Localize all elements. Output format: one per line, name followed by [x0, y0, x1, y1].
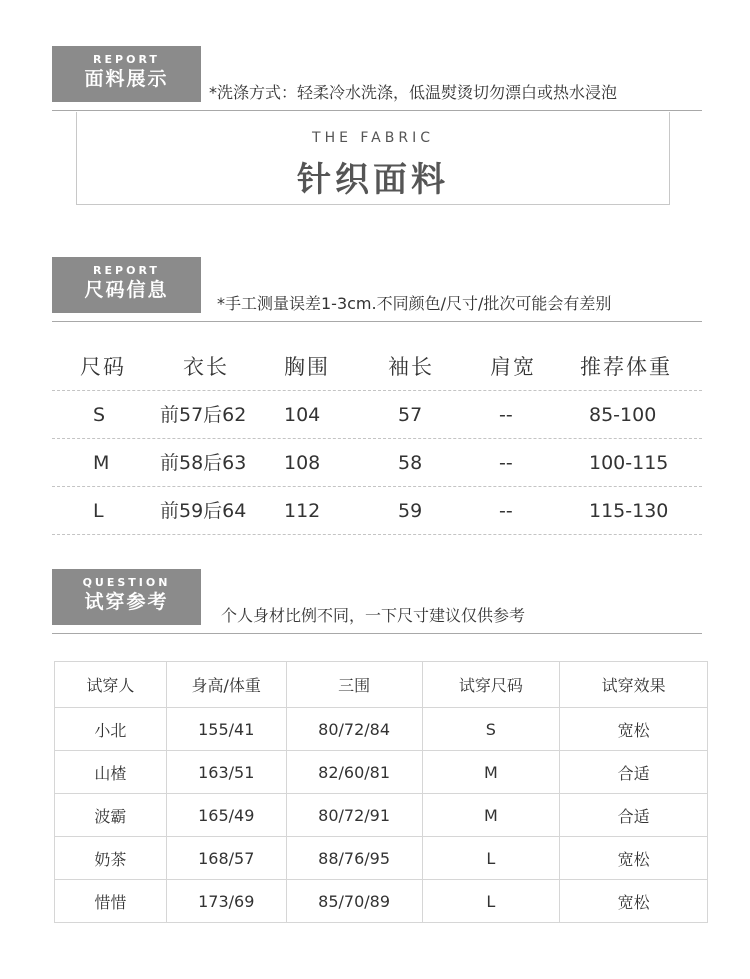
trial-cell: 88/76/95: [286, 837, 422, 880]
size-table-header: [52, 343, 702, 391]
size-divider: [52, 321, 702, 322]
size-row: [52, 487, 702, 535]
size-cell: 100-115: [589, 452, 669, 474]
size-header-weight: 推荐体重: [580, 355, 672, 379]
trial-cell: 80/72/84: [286, 708, 422, 751]
size-cell: L: [93, 500, 104, 522]
trial-table-header: [55, 662, 708, 708]
trial-cell: 82/60/81: [286, 751, 422, 794]
size-header-chest: 胸围: [284, 355, 330, 379]
size-cell: S: [93, 404, 106, 426]
trial-tag-cn: 试穿参考: [84, 591, 169, 613]
trial-cell: 85/70/89: [286, 880, 422, 923]
trial-cell: 宽松: [560, 837, 708, 880]
trial-cell: 宽松: [560, 708, 708, 751]
trial-header-fit: 试穿效果: [560, 662, 708, 708]
trial-cell: M: [422, 794, 560, 837]
trial-section-tag: [52, 569, 201, 625]
trial-cell: S: [422, 708, 560, 751]
trial-cell: 小北: [55, 708, 167, 751]
trial-cell: 宽松: [560, 880, 708, 923]
trial-cell: 波霸: [55, 794, 167, 837]
fabric-section-tag: [52, 46, 201, 102]
size-header-length: 衣长: [183, 355, 229, 379]
size-cell: 前59后64: [160, 500, 247, 522]
size-cell: M: [93, 452, 110, 474]
size-tag-cn: 尺码信息: [84, 279, 169, 301]
trial-row: [55, 751, 708, 794]
trial-cell: L: [422, 837, 560, 880]
trial-cell: L: [422, 880, 560, 923]
size-cell: 115-130: [589, 500, 669, 522]
trial-cell: 80/72/91: [286, 794, 422, 837]
fabric-tag-cn: 面料展示: [84, 68, 169, 90]
size-header-size: 尺码: [80, 355, 126, 379]
size-cell: 58: [398, 452, 423, 474]
trial-cell: 惜惜: [55, 880, 167, 923]
size-tag-en: REPORT: [93, 264, 160, 277]
size-cell: 104: [284, 404, 321, 426]
trial-header-height-weight: 身高/体重: [166, 662, 286, 708]
trial-cell: 山楂: [55, 751, 167, 794]
trial-cell: 合适: [560, 751, 708, 794]
trial-header-measurements: 三围: [286, 662, 422, 708]
trial-header-size: 试穿尺码: [422, 662, 560, 708]
fabric-tag-en: REPORT: [93, 53, 160, 66]
trial-header-person: 试穿人: [55, 662, 167, 708]
size-cell: 57: [398, 404, 423, 426]
size-cell: --: [499, 452, 513, 474]
trial-cell: 165/49: [166, 794, 286, 837]
size-cell: --: [499, 404, 513, 426]
trial-cell: 168/57: [166, 837, 286, 880]
size-cell: --: [499, 500, 513, 522]
size-row: [52, 439, 702, 487]
trial-note: 个人身材比例不同，一下尺寸建议仅供参考: [221, 606, 526, 625]
trial-cell: 奶茶: [55, 837, 167, 880]
fabric-title-en: THE FABRIC: [312, 130, 434, 146]
size-header-sleeve: 袖长: [388, 355, 434, 379]
trial-row: [55, 794, 708, 837]
trial-row: [55, 708, 708, 751]
size-section-tag: [52, 257, 201, 313]
trial-row: [55, 837, 708, 880]
trial-cell: 173/69: [166, 880, 286, 923]
size-cell: 85-100: [589, 404, 657, 426]
size-cell: 59: [398, 500, 423, 522]
trial-divider: [52, 633, 702, 634]
trial-table: [54, 661, 708, 923]
size-row: [52, 391, 702, 439]
trial-cell: 163/51: [166, 751, 286, 794]
fabric-title-cn: 针织面料: [297, 160, 449, 200]
fabric-title-box: [76, 112, 670, 205]
trial-row: [55, 880, 708, 923]
size-cell: 112: [284, 500, 321, 522]
size-cell: 前57后62: [160, 404, 247, 426]
measurement-note: *手工测量误差1-3cm.不同颜色/尺寸/批次可能会有差别: [217, 294, 612, 313]
trial-tag-en: QUESTION: [82, 576, 171, 589]
size-table: [52, 343, 702, 535]
size-header-shoulder: 肩宽: [490, 355, 536, 379]
trial-cell: 155/41: [166, 708, 286, 751]
fabric-divider: [52, 110, 702, 111]
wash-instructions: *洗涤方式：轻柔冷水洗涤，低温熨烫切勿漂白或热水浸泡: [209, 83, 618, 102]
size-cell: 108: [284, 452, 321, 474]
size-cell: 前58后63: [160, 452, 247, 474]
trial-cell: M: [422, 751, 560, 794]
trial-cell: 合适: [560, 794, 708, 837]
